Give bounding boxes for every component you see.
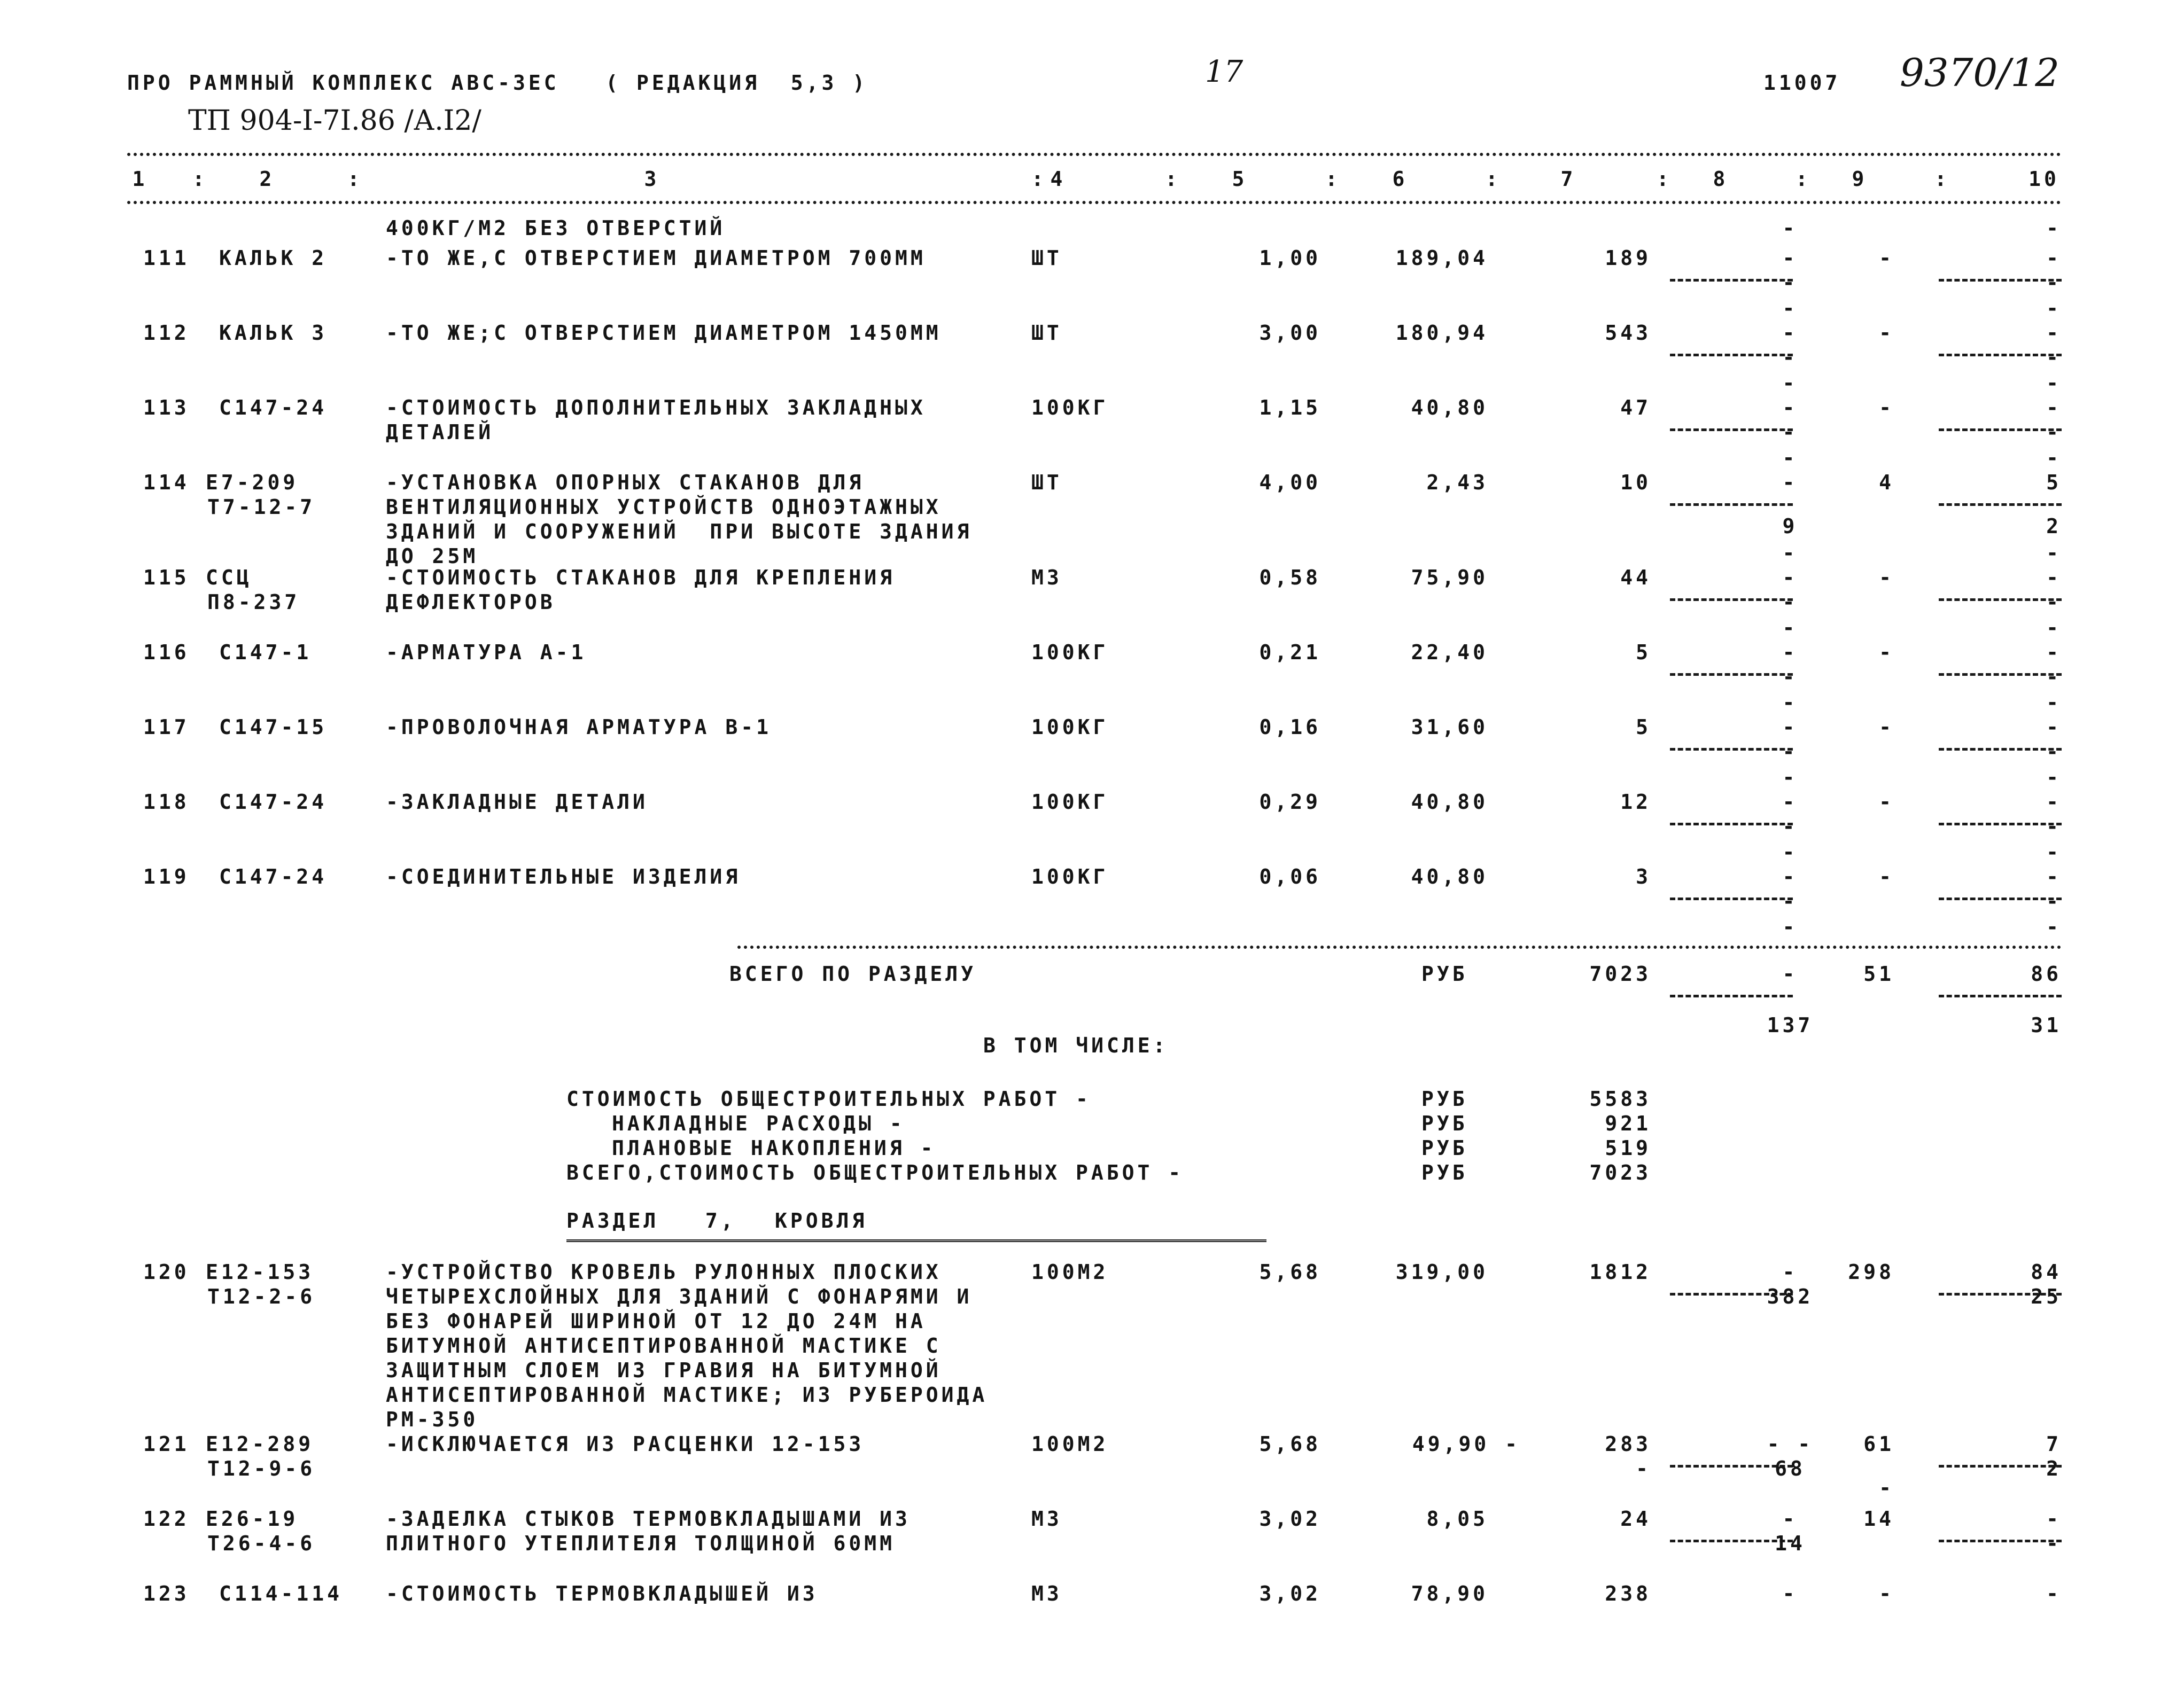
unit-price: 22,40	[1411, 641, 1488, 664]
unit: 100КГ	[1031, 790, 1109, 814]
item-number: 121	[143, 1432, 190, 1456]
item-description: -ТО ЖЕ,С ОТВЕРСТИЕМ ДИАМЕТРОМ 700ММ	[386, 246, 926, 270]
quantity: 1,00	[1259, 246, 1321, 270]
total-cost-secondary: -	[1636, 1457, 1651, 1480]
item-description: -СТОИМОСТЬ ТЕРМОВКЛАДЫШЕЙ ИЗ	[386, 1582, 818, 1605]
rate-code: С147-15	[219, 715, 328, 739]
item-description: РМ-350	[386, 1408, 479, 1431]
col8-mark: -	[1782, 840, 1798, 864]
col8-mark: -	[1782, 616, 1798, 639]
item-description: ВЕНТИЛЯЦИОННЫХ УСТРОЙСТВ ОДНОЭТАЖНЫХ	[386, 495, 942, 519]
col9-value: -	[1879, 790, 1894, 814]
total-cost: 3	[1636, 865, 1651, 888]
col9-value: 61	[1863, 1432, 1894, 1456]
item-number: 119	[143, 865, 190, 888]
col8-value: -	[1782, 321, 1798, 345]
unit: 100КГ	[1031, 396, 1109, 419]
item-description: ЗАЩИТНЫМ СЛОЕМ ИЗ ГРАВИЯ НА БИТУМНОЙ	[386, 1359, 942, 1382]
rate-code-secondary: П8-237	[207, 590, 300, 614]
unit-price: 319,00	[1395, 1260, 1488, 1284]
item-description: -СТОИМОСТЬ СТАКАНОВ ДЛЯ КРЕПЛЕНИЯ	[386, 566, 895, 589]
col8-value: -	[1782, 216, 1798, 240]
col8-value: -	[1782, 1582, 1798, 1605]
rate-code: С147-24	[219, 790, 328, 814]
unit-price: 31,60	[1411, 715, 1488, 739]
rate-code: Е12-289	[206, 1432, 314, 1456]
col10-value: -	[2046, 790, 2062, 814]
col8-fraction-line	[1670, 995, 1793, 997]
col8-mark: -	[1782, 691, 1798, 714]
unit: М3	[1031, 566, 1062, 589]
column-header-9: 9	[1852, 167, 1868, 191]
section-total-label: ВСЕГО ПО РАЗДЕЛУ	[729, 962, 977, 986]
item-number: 116	[143, 641, 190, 664]
col9-value: -	[1879, 246, 1894, 270]
col8-mark: -	[1782, 915, 1798, 939]
unit-price: 49,90 -	[1412, 1432, 1520, 1456]
column-header-8: 8	[1713, 167, 1729, 191]
item-number: 114	[143, 471, 190, 494]
including-label: В ТОМ ЧИСЛЕ:	[983, 1034, 1169, 1057]
item-number: 122	[143, 1507, 190, 1531]
col9-value: -	[1879, 1582, 1894, 1605]
item-description: ЧЕТЫРЕХСЛОЙНЫХ ДЛЯ ЗДАНИЙ С ФОНАРЯМИ И	[386, 1285, 973, 1308]
quantity: 0,06	[1259, 865, 1321, 888]
item-description: ПЛИТНОГО УТЕПЛИТЕЛЯ ТОЛЩИНОЙ 60ММ	[386, 1532, 895, 1555]
unit-price: 8,05	[1426, 1507, 1488, 1531]
col10-secondary: -	[2046, 740, 2062, 763]
column-separator: :	[347, 167, 363, 191]
item-description: -ЗАДЕЛКА СТЫКОВ ТЕРМОВКЛАДЫШАМИ ИЗ	[386, 1507, 911, 1531]
unit: 100КГ	[1031, 715, 1109, 739]
quantity: 5,68	[1259, 1260, 1321, 1284]
col8-secondary: 9	[1782, 514, 1798, 538]
col9-value: -	[1879, 566, 1894, 589]
col10-value: -	[2046, 246, 2062, 270]
column-separator: :	[1934, 167, 1950, 191]
col10-value: -	[2046, 321, 2062, 345]
col10-secondary: -	[2046, 1532, 2062, 1555]
col8-value: -	[1782, 790, 1798, 814]
cost-breakdown-value: 7023	[1589, 1161, 1651, 1184]
total-cost: 238	[1605, 1582, 1651, 1605]
col10-fraction-line	[1939, 995, 2062, 997]
col10-value: -	[2046, 865, 2062, 888]
col9-value: -	[1879, 865, 1894, 888]
header-rule-bottom	[127, 201, 2062, 204]
sheet-mark: 9370/12	[1900, 50, 2060, 95]
col10-value: -	[2046, 715, 2062, 739]
unit-price: 40,80	[1411, 865, 1488, 888]
item-description: -ТО ЖЕ;С ОТВЕРСТИЕМ ДИАМЕТРОМ 1450ММ	[386, 321, 942, 345]
cost-breakdown-unit: РУБ	[1421, 1161, 1468, 1184]
section-name: КРОВЛЯ	[775, 1209, 868, 1232]
document-code: 11007	[1763, 71, 1841, 95]
col8-mark: -	[1782, 446, 1798, 470]
rate-code: КАЛЬК 2	[219, 246, 328, 270]
quantity: 0,16	[1259, 715, 1321, 739]
quantity: 1,15	[1259, 396, 1321, 419]
rate-code-secondary: Т26-4-6	[207, 1532, 316, 1555]
unit: 100КГ	[1031, 865, 1109, 888]
column-separator: :	[192, 167, 208, 191]
section-total-col9: 51	[1863, 962, 1894, 986]
rate-code-secondary: Т7-12-7	[207, 495, 316, 519]
cost-breakdown-unit: РУБ	[1421, 1087, 1468, 1111]
item-description: -УСТРОЙСТВО КРОВЕЛЬ РУЛОННЫХ ПЛОСКИХ	[386, 1260, 942, 1284]
column-header-4: 4	[1050, 167, 1066, 191]
col8-value: -	[1782, 471, 1798, 494]
column-separator: :	[1031, 167, 1047, 191]
total-cost: 1812	[1589, 1260, 1651, 1284]
unit: ШТ	[1031, 246, 1062, 270]
quantity: 4,00	[1259, 471, 1321, 494]
col8-mark: -	[1782, 541, 1798, 565]
col9-value: 14	[1863, 1507, 1894, 1531]
item-number: 118	[143, 790, 190, 814]
col8-value: -	[1782, 715, 1798, 739]
item-description: -СТОИМОСТЬ ДОПОЛНИТЕЛЬНЫХ ЗАКЛАДНЫХ	[386, 396, 926, 419]
col9-value: -	[1879, 396, 1894, 419]
col8-mark: -	[1782, 766, 1798, 789]
col8-secondary: -	[1782, 815, 1798, 838]
total-cost: 44	[1620, 566, 1651, 589]
header-rule-top	[127, 153, 2062, 156]
col10-value: 84	[2031, 1260, 2062, 1284]
rate-code: КАЛЬК 3	[219, 321, 328, 345]
page-number: 17	[1205, 54, 1243, 89]
column-separator: :	[1165, 167, 1180, 191]
col10-value: -	[2046, 566, 2062, 589]
item-description: БЕЗ ФОНАРЕЙ ШИРИНОЙ ОТ 12 ДО 24М НА	[386, 1309, 926, 1333]
col8-secondary: -	[1782, 420, 1798, 444]
rate-code: Е7-209	[206, 471, 299, 494]
item-description: БИТУМНОЙ АНТИСЕПТИРОВАННОЙ МАСТИКЕ С	[386, 1334, 942, 1357]
total-cost: 5	[1636, 715, 1651, 739]
col10-secondary: -	[2046, 590, 2062, 614]
cost-breakdown-label: СТОИМОСТЬ ОБЩЕСТРОИТЕЛЬНЫХ РАБОТ -	[566, 1087, 1091, 1111]
col8-secondary: 14	[1775, 1532, 1806, 1555]
unit: 100М2	[1031, 1432, 1109, 1456]
total-cost: 543	[1605, 321, 1651, 345]
unit: 100М2	[1031, 1260, 1109, 1284]
unit-price: 180,94	[1395, 321, 1488, 345]
quantity: 5,68	[1259, 1432, 1321, 1456]
unit: М3	[1031, 1582, 1062, 1605]
col10-secondary: -	[2046, 815, 2062, 838]
unit: 100КГ	[1031, 641, 1109, 664]
total-cost: 12	[1620, 790, 1651, 814]
column-header-6: 6	[1392, 167, 1408, 191]
item-number: 112	[143, 321, 190, 345]
unit: ШТ	[1031, 321, 1062, 345]
section-total-col10-secondary: 31	[2031, 1013, 2062, 1037]
program-title: ПРО РАММНЫЙ КОМПЛЕКС АВС-ЗЕС ( РЕДАКЦИЯ 5,3 )	[127, 71, 868, 95]
item-description: -ЗАКЛАДНЫЕ ДЕТАЛИ	[386, 790, 648, 814]
total-cost: 283	[1605, 1432, 1651, 1456]
column-header-1: 1	[132, 167, 148, 191]
col9-value: -	[1879, 641, 1894, 664]
col10-value: -	[2046, 641, 2062, 664]
unit: ШТ	[1031, 471, 1062, 494]
column-separator: :	[1796, 167, 1811, 191]
total-cost: 24	[1620, 1507, 1651, 1531]
col8-fraction-line	[1670, 503, 1793, 506]
quantity: 3,02	[1259, 1507, 1321, 1531]
section-underline	[566, 1239, 1266, 1242]
item-description: АНТИСЕПТИРОВАННОЙ МАСТИКЕ; ИЗ РУБЕРОИДА	[386, 1383, 988, 1407]
column-header-5: 5	[1232, 167, 1248, 191]
rate-code: Е26-19	[206, 1507, 299, 1531]
col10-mark: -	[2046, 840, 2062, 864]
col8-value: -	[1782, 865, 1798, 888]
col8-mark: -	[1782, 371, 1798, 395]
col10-secondary: -	[2046, 665, 2062, 689]
col8-secondary: -	[1782, 740, 1798, 763]
quantity: 3,00	[1259, 321, 1321, 345]
quantity: 0,29	[1259, 790, 1321, 814]
col8-secondary: -	[1782, 271, 1798, 294]
col8-value: -	[1782, 1507, 1798, 1531]
item-number: 111	[143, 246, 190, 270]
col9-value: -	[1879, 715, 1894, 739]
col9-value: 4	[1879, 471, 1894, 494]
col10-value: -	[2046, 216, 2062, 240]
col10-secondary: -	[2046, 889, 2062, 913]
item-description: -УСТАНОВКА ОПОРНЫХ СТАКАНОВ ДЛЯ	[386, 471, 865, 494]
col8-secondary: 68	[1775, 1457, 1806, 1480]
col8-value: -	[1782, 641, 1798, 664]
col8-value: -	[1782, 1260, 1798, 1284]
section-total-value: 7023	[1589, 962, 1651, 986]
item-description: -СОЕДИНИТЕЛЬНЫЕ ИЗДЕЛИЯ	[386, 865, 741, 888]
total-cost: 189	[1605, 246, 1651, 270]
column-separator: :	[1657, 167, 1672, 191]
col10-secondary: 2	[2046, 1457, 2062, 1480]
cost-breakdown-label: ПЛАНОВЫЕ НАКОПЛЕНИЯ -	[612, 1136, 936, 1160]
item-description: ЗДАНИЙ И СООРУЖЕНИЙ ПРИ ВЫСОТЕ ЗДАНИЯ	[386, 520, 973, 543]
col8-secondary: 382	[1767, 1285, 1814, 1308]
col8-secondary: -	[1782, 665, 1798, 689]
col10-fraction-line	[1939, 503, 2062, 506]
col10-value: -	[2046, 396, 2062, 419]
item-description: -АРМАТУРА А-1	[386, 641, 587, 664]
col10-mark: -	[2046, 766, 2062, 789]
column-header-3: 3	[644, 167, 660, 191]
col10-secondary: 25	[2031, 1285, 2062, 1308]
col10-value: -	[2046, 1582, 2062, 1605]
unit-price: 189,04	[1395, 246, 1488, 270]
column-separator: :	[1325, 167, 1341, 191]
rate-code-secondary: Т12-9-6	[207, 1457, 316, 1480]
col10-value: 5	[2046, 471, 2062, 494]
item-description: ДО 25М	[386, 544, 479, 568]
quantity: 3,02	[1259, 1582, 1321, 1605]
unit-price: 75,90	[1411, 566, 1488, 589]
col10-value: -	[2046, 1507, 2062, 1531]
item-description: ДЕФЛЕКТОРОВ	[386, 590, 556, 614]
quantity: 0,21	[1259, 641, 1321, 664]
col10-value: 7	[2046, 1432, 2062, 1456]
unit-price: 40,80	[1411, 790, 1488, 814]
col10-mark: -	[2046, 371, 2062, 395]
col10-secondary: 2	[2046, 514, 2062, 538]
col10-mark: -	[2046, 915, 2062, 939]
rate-code: ССЦ	[206, 566, 252, 589]
cost-breakdown-label: ВСЕГО,СТОИМОСТЬ ОБЩЕСТРОИТЕЛЬНЫХ РАБОТ -	[566, 1161, 1184, 1184]
unit-price: 40,80	[1411, 396, 1488, 419]
section-total-col10: 86	[2031, 962, 2062, 986]
item-description: -ИСКЛЮЧАЕТСЯ ИЗ РАСЦЕНКИ 12-153	[386, 1432, 865, 1456]
item-description: 400КГ/М2 БЕЗ ОТВЕРСТИЙ	[386, 216, 726, 240]
col8-value: - -	[1767, 1432, 1814, 1456]
column-header-10: 10	[2028, 167, 2059, 191]
rate-code: С147-1	[219, 641, 312, 664]
section-total-col8: -	[1782, 962, 1798, 986]
rate-code: С147-24	[219, 396, 328, 419]
document-reference: ТП 904-I-7I.86 /А.I2/	[188, 105, 481, 137]
quantity: 0,58	[1259, 566, 1321, 589]
unit-price: 78,90	[1411, 1582, 1488, 1605]
item-number: 123	[143, 1582, 190, 1605]
unit-price: 2,43	[1426, 471, 1488, 494]
item-number: 113	[143, 396, 190, 419]
col10-secondary: -	[2046, 346, 2062, 369]
item-number: 117	[143, 715, 190, 739]
rate-code: С114-114	[219, 1582, 343, 1605]
col10-mark: -	[2046, 446, 2062, 470]
cost-breakdown-value: 921	[1605, 1112, 1651, 1135]
col8-secondary: -	[1782, 590, 1798, 614]
total-cost: 47	[1620, 396, 1651, 419]
item-number: 115	[143, 566, 190, 589]
rate-code: Е12-153	[206, 1260, 314, 1284]
col10-mark: -	[2046, 541, 2062, 565]
unit: М3	[1031, 1507, 1062, 1531]
cost-breakdown-label: НАКЛАДНЫЕ РАСХОДЫ -	[612, 1112, 905, 1135]
section-total-col8-secondary: 137	[1767, 1013, 1814, 1037]
section-total-unit: РУБ	[1421, 962, 1468, 986]
col9-secondary: -	[1879, 1476, 1894, 1500]
col10-mark: -	[2046, 616, 2062, 639]
cost-breakdown-value: 519	[1605, 1136, 1651, 1160]
column-separator: :	[1486, 167, 1501, 191]
col10-mark: -	[2046, 296, 2062, 320]
total-cost: 10	[1620, 471, 1651, 494]
col8-mark: -	[1782, 296, 1798, 320]
col8-value: -	[1782, 246, 1798, 270]
item-number: 120	[143, 1260, 190, 1284]
col10-mark: -	[2046, 691, 2062, 714]
column-header-7: 7	[1560, 167, 1576, 191]
cost-breakdown-unit: РУБ	[1421, 1136, 1468, 1160]
cost-breakdown-unit: РУБ	[1421, 1112, 1468, 1135]
cost-breakdown-value: 5583	[1589, 1087, 1651, 1111]
col8-value: -	[1782, 566, 1798, 589]
column-header-2: 2	[259, 167, 275, 191]
col9-value: 298	[1848, 1260, 1894, 1284]
section-total-rule	[737, 946, 2062, 949]
col10-secondary: -	[2046, 420, 2062, 444]
rate-code-secondary: Т12-2-6	[207, 1285, 316, 1308]
col10-secondary: -	[2046, 271, 2062, 294]
total-cost: 5	[1636, 641, 1651, 664]
col8-value: -	[1782, 396, 1798, 419]
item-description: ДЕТАЛЕЙ	[386, 420, 494, 444]
col9-value: -	[1879, 321, 1894, 345]
col8-secondary: -	[1782, 346, 1798, 369]
item-description: -ПРОВОЛОЧНАЯ АРМАТУРА В-1	[386, 715, 772, 739]
col8-secondary: -	[1782, 889, 1798, 913]
rate-code: С147-24	[219, 865, 328, 888]
section-number: РАЗДЕЛ 7,	[566, 1209, 736, 1232]
